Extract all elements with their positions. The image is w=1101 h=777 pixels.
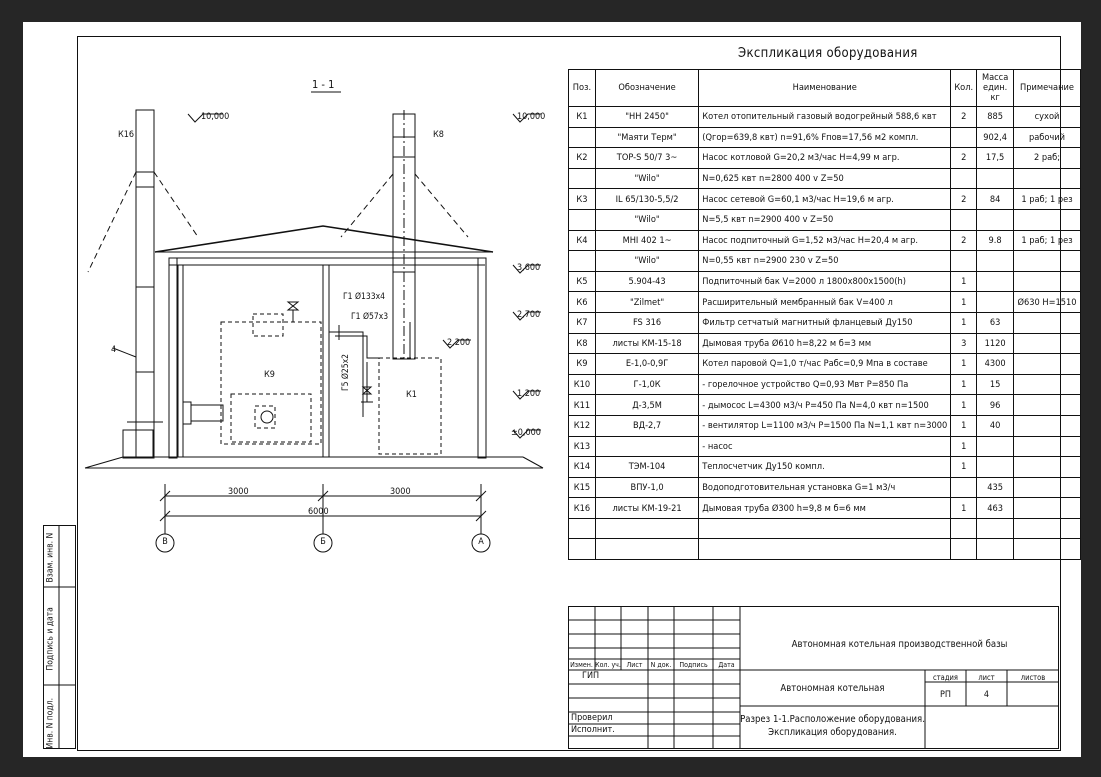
table-row: [569, 498, 1081, 519]
spec-cell-name: Водоподготовительная установка G=1 м3/ч: [699, 477, 951, 498]
spec-cell-mass: [977, 539, 1014, 560]
spec-header-mass: [977, 70, 1014, 107]
spec-cell-name: - вентилятор L=1100 м3/ч Р=1500 Па N=1,1 квт n=3000: [699, 415, 951, 436]
spec-cell-note: [1014, 251, 1081, 272]
table-row: [569, 518, 1081, 539]
wall-left: [169, 258, 177, 458]
table-row: [569, 477, 1081, 498]
spec-cell-pos: [569, 539, 596, 560]
spec-cell-pos: К6: [569, 292, 596, 313]
tb-gip: ГИП: [582, 671, 600, 681]
spec-cell-note: сухой: [1014, 107, 1081, 128]
spec-cell-qty: [951, 127, 977, 148]
elevation-2700: 2,700: [517, 310, 541, 320]
title-block: [568, 606, 1059, 749]
spec-cell-qty: 3: [951, 333, 977, 354]
table-row: [569, 292, 1081, 313]
spec-cell-note: рабочий: [1014, 127, 1081, 148]
spec-cell-pos: К2: [569, 148, 596, 169]
spec-cell-note: [1014, 395, 1081, 416]
spec-cell-qty: 2: [951, 189, 977, 210]
callout-g5: Г5 Ø25х2: [341, 353, 352, 392]
dim-left: 3000: [228, 487, 249, 497]
spec-cell-qty: 1: [951, 292, 977, 313]
spec-cell-des: [595, 518, 698, 539]
spec-cell-name: (Qгор=639,8 квт) n=91,6% Fпов=17,56 м2 компл.: [699, 127, 951, 148]
spec-cell-mass: 463: [977, 498, 1014, 519]
table-row: [569, 436, 1081, 457]
spec-cell-pos: К8: [569, 333, 596, 354]
spec-cell-des: "Wilo": [595, 251, 698, 272]
elevation-right-top: 10,000: [517, 112, 546, 122]
elevation-0: ±0,000: [511, 428, 541, 438]
spec-cell-des: FS 316: [595, 312, 698, 333]
spec-cell-des: листы КМ-19-21: [595, 498, 698, 519]
drawing-sheet: [23, 22, 1081, 757]
tb-sheet-label: лист: [978, 673, 995, 682]
elevation-marks: [188, 114, 541, 438]
spec-header-mass-2: един.: [983, 82, 1008, 93]
table-row: [569, 230, 1081, 251]
tb-sheet-title-2: Экспликация оборудования.: [768, 727, 897, 738]
table-row: [569, 333, 1081, 354]
spec-cell-qty: [951, 477, 977, 498]
callout-k16: К16: [118, 130, 135, 140]
spec-cell-pos: [569, 209, 596, 230]
chimney-k16: [136, 110, 154, 458]
tb-rev-h-ndoc: N док.: [650, 661, 672, 669]
spec-header-note: Примечание: [1014, 70, 1081, 107]
elevation-left-top: 10,000: [201, 112, 230, 122]
table-row: [569, 271, 1081, 292]
spec-cell-mass: 885: [977, 107, 1014, 128]
spec-cell-qty: [951, 251, 977, 272]
side-inv-podl: Инв. N подл.: [45, 697, 56, 749]
table-row: [569, 251, 1081, 272]
spec-cell-des: "Wilo": [595, 209, 698, 230]
spec-cell-qty: [951, 518, 977, 539]
spec-cell-qty: 2: [951, 148, 977, 169]
table-row: [569, 148, 1081, 169]
table-row: [569, 312, 1081, 333]
table-row: [569, 539, 1081, 560]
spec-cell-qty: 1: [951, 374, 977, 395]
spec-cell-name: Насос котловой G=20,2 м3/час Н=4,99 м агр.: [699, 148, 951, 169]
spec-cell-name: Котел паровой Q=1,0 т/час Рабс=0,9 Мпа в составе: [699, 354, 951, 375]
spec-cell-des: "Wilo": [595, 168, 698, 189]
axis-label-b2: Б: [320, 537, 326, 547]
spec-cell-qty: 1: [951, 354, 977, 375]
spec-cell-note: [1014, 477, 1081, 498]
spec-cell-des: Д-3,5М: [595, 395, 698, 416]
axis-label-b: В: [162, 537, 168, 547]
spec-cell-mass: 4300: [977, 354, 1014, 375]
spec-cell-pos: [569, 168, 596, 189]
spec-cell-des: Е-1,0-0,9Г: [595, 354, 698, 375]
table-row: [569, 107, 1081, 128]
spec-cell-note: [1014, 312, 1081, 333]
spec-cell-note: [1014, 209, 1081, 230]
spec-cell-name: [699, 518, 951, 539]
callout-g1-133: Г1 Ø133х4: [343, 292, 385, 302]
spec-cell-qty: 1: [951, 271, 977, 292]
spec-cell-note: [1014, 374, 1081, 395]
spec-cell-pos: К15: [569, 477, 596, 498]
spec-cell-mass: 96: [977, 395, 1014, 416]
spec-cell-name: Фильтр сетчатый магнитный фланцевый Ду150: [699, 312, 951, 333]
spec-cell-mass: [977, 436, 1014, 457]
spec-cell-qty: 2: [951, 230, 977, 251]
spec-cell-qty: 2: [951, 107, 977, 128]
spec-cell-mass: 902,4: [977, 127, 1014, 148]
spec-cell-pos: К10: [569, 374, 596, 395]
spec-cell-mass: 84: [977, 189, 1014, 210]
spec-cell-des: "НН 2450": [595, 107, 698, 128]
spec-cell-name: - насос: [699, 436, 951, 457]
spec-cell-pos: [569, 127, 596, 148]
elevation-3600: 3,600: [517, 263, 541, 273]
tb-stage-label: стадия: [933, 673, 958, 682]
spec-cell-name: Дымовая труба Ø610 h=8,22 м б=3 мм: [699, 333, 951, 354]
wall-right: [478, 258, 486, 458]
callout-g1-57: Г1 Ø57х3: [351, 312, 389, 322]
tb-sheet-title-1: Разрез 1-1.Расположение оборудования.: [740, 714, 925, 725]
spec-cell-des: [595, 539, 698, 560]
spec-cell-pos: К16: [569, 498, 596, 519]
spec-cell-note: [1014, 457, 1081, 478]
spec-cell-note: [1014, 518, 1081, 539]
table-row: [569, 374, 1081, 395]
spec-cell-mass: 63: [977, 312, 1014, 333]
spec-cell-mass: [977, 518, 1014, 539]
spec-header-pos: Поз.: [569, 70, 596, 107]
spec-cell-note: [1014, 415, 1081, 436]
boiler-k1: [379, 358, 441, 454]
spec-cell-note: [1014, 498, 1081, 519]
spec-cell-des: TOP-S 50/7 3~: [595, 148, 698, 169]
callout-k9: К9: [264, 370, 275, 380]
side-sign-date: Подпись и дата: [45, 607, 56, 671]
spec-cell-qty: [951, 209, 977, 230]
tb-project: Автономная котельная производственной базы: [791, 639, 1008, 650]
spec-cell-mass: 40: [977, 415, 1014, 436]
spec-cell-qty: 1: [951, 312, 977, 333]
spec-cell-mass: [977, 271, 1014, 292]
flue-duct: [191, 405, 223, 421]
spec-cell-pos: К13: [569, 436, 596, 457]
section-drawing: [23, 22, 568, 582]
spec-cell-des: IL 65/130-5,5/2: [595, 189, 698, 210]
spec-cell-des: листы КМ-15-18: [595, 333, 698, 354]
spec-cell-qty: [951, 539, 977, 560]
spec-cell-pos: К11: [569, 395, 596, 416]
spec-cell-pos: К1: [569, 107, 596, 128]
spec-body: [569, 107, 1081, 560]
spec-header-mass-1: Масса: [981, 72, 1009, 83]
tb-sheets-label: листов: [1020, 673, 1046, 682]
dim-total: 6000: [308, 507, 329, 517]
tb-checked: Проверил: [571, 713, 613, 723]
spec-header-qty: Кол.: [951, 70, 977, 107]
table-row: [569, 127, 1081, 148]
spec-cell-pos: [569, 251, 596, 272]
callout-k1: К1: [406, 390, 417, 400]
spec-cell-mass: 17,5: [977, 148, 1014, 169]
spec-header-row: [569, 70, 1081, 107]
spec-cell-mass: [977, 292, 1014, 313]
spec-cell-name: Дымовая труба Ø300 h=9,8 м б=6 мм: [699, 498, 951, 519]
spec-cell-note: [1014, 333, 1081, 354]
spec-cell-note: Ø630 Н=1510: [1014, 292, 1081, 313]
table-row: [569, 395, 1081, 416]
spec-cell-qty: 1: [951, 498, 977, 519]
spec-header-name: Наименование: [699, 70, 951, 107]
spec-cell-pos: К12: [569, 415, 596, 436]
spec-cell-mass: [977, 209, 1014, 230]
spec-cell-name: N=0,55 квт n=2900 230 v Z=50: [699, 251, 951, 272]
table-row: [569, 168, 1081, 189]
spec-cell-note: [1014, 271, 1081, 292]
spec-title: Экспликация оборудования: [738, 46, 918, 61]
spec-cell-name: - горелочное устройство Q=0,93 Мвт Р=850 Па: [699, 374, 951, 395]
tb-object: Автономная котельная: [780, 683, 885, 694]
spec-cell-pos: К14: [569, 457, 596, 478]
spec-header-des: Обозначение: [595, 70, 698, 107]
spec-cell-note: [1014, 539, 1081, 560]
spec-cell-mass: [977, 251, 1014, 272]
spec-cell-name: Насос подпиточный G=1,52 м3/час Н=20,4 м агр.: [699, 230, 951, 251]
spec-cell-name: Теплосчетчик Ду150 компл.: [699, 457, 951, 478]
dim-right: 3000: [390, 487, 411, 497]
spec-cell-name: - дымосос L=4300 м3/ч Р=450 Па N=4,0 квт n=1500: [699, 395, 951, 416]
spec-cell-name: Насос сетевой G=60,1 м3/час Н=19,6 м агр.: [699, 189, 951, 210]
table-row: [569, 354, 1081, 375]
spec-cell-name: Расширительный мембранный бак V=400 л: [699, 292, 951, 313]
spec-cell-note: 1 раб; 1 рез: [1014, 230, 1081, 251]
spec-cell-des: "Zilmet": [595, 292, 698, 313]
tb-rev-h-sign: Подпись: [679, 661, 708, 669]
spec-cell-name: N=0,625 квт n=2800 400 v Z=50: [699, 168, 951, 189]
spec-cell-des: 5.904-43: [595, 271, 698, 292]
spec-cell-qty: [951, 168, 977, 189]
tb-executor: Исполнит.: [571, 725, 615, 735]
spec-cell-name: Котел отопительный газовый водогрейный 588,6 квт: [699, 107, 951, 128]
tb-rev-h-date: Дата: [718, 661, 735, 669]
spec-cell-pos: К3: [569, 189, 596, 210]
table-row: [569, 189, 1081, 210]
tb-rev-h-kol: Кол. уч.: [595, 661, 621, 669]
spec-cell-mass: 15: [977, 374, 1014, 395]
spec-cell-des: Г-1,0К: [595, 374, 698, 395]
spec-cell-note: 2 раб;: [1014, 148, 1081, 169]
tb-rev-h-list: Лист: [626, 661, 643, 669]
spec-cell-des: ВПУ-1,0: [595, 477, 698, 498]
tb-stage: РП: [940, 690, 951, 700]
spec-cell-des: [595, 436, 698, 457]
spec-cell-des: ВД-2,7: [595, 415, 698, 436]
tb-rev-h-izm: Измен.: [570, 661, 593, 669]
axis-label-a: А: [478, 537, 484, 547]
spec-cell-mass: [977, 457, 1014, 478]
spec-table: [568, 69, 1081, 560]
callout-4: 4: [111, 345, 117, 355]
table-row: [569, 209, 1081, 230]
spec-cell-mass: [977, 168, 1014, 189]
spec-header-mass-3: кг: [990, 92, 1000, 103]
spec-cell-pos: К9: [569, 354, 596, 375]
table-row: [569, 457, 1081, 478]
spec-cell-mass: 435: [977, 477, 1014, 498]
spec-cell-des: ТЭМ-104: [595, 457, 698, 478]
spec-cell-qty: 1: [951, 436, 977, 457]
spec-cell-name: [699, 539, 951, 560]
spec-cell-pos: К7: [569, 312, 596, 333]
spec-cell-pos: [569, 518, 596, 539]
spec-cell-name: N=5,5 квт n=2900 400 v Z=50: [699, 209, 951, 230]
spec-cell-note: [1014, 436, 1081, 457]
spec-cell-pos: К4: [569, 230, 596, 251]
callout-k8: К8: [433, 130, 444, 140]
spec-cell-des: MHI 402 1~: [595, 230, 698, 251]
elevation-2200: 2,200: [447, 338, 471, 348]
spec-cell-qty: 1: [951, 395, 977, 416]
spec-cell-note: [1014, 168, 1081, 189]
tb-sheet: 4: [983, 690, 990, 700]
spec-cell-note: 1 раб; 1 рез: [1014, 189, 1081, 210]
section-label: 1 - 1: [312, 78, 335, 91]
spec-cell-pos: К5: [569, 271, 596, 292]
spec-cell-mass: 9.8: [977, 230, 1014, 251]
spec-cell-qty: 1: [951, 457, 977, 478]
spec-cell-name: Подпиточный бак V=2000 л 1800х800х1500(h): [699, 271, 951, 292]
side-inv-vzam: Взам. инв. N: [45, 532, 56, 583]
spec-cell-mass: 1120: [977, 333, 1014, 354]
spec-cell-note: [1014, 354, 1081, 375]
table-row: [569, 415, 1081, 436]
roof: [155, 226, 493, 252]
spec-cell-des: "Маяти Терм": [595, 127, 698, 148]
spec-cell-qty: 1: [951, 415, 977, 436]
leader-4: [113, 348, 136, 357]
elevation-1200: 1,200: [517, 389, 541, 399]
